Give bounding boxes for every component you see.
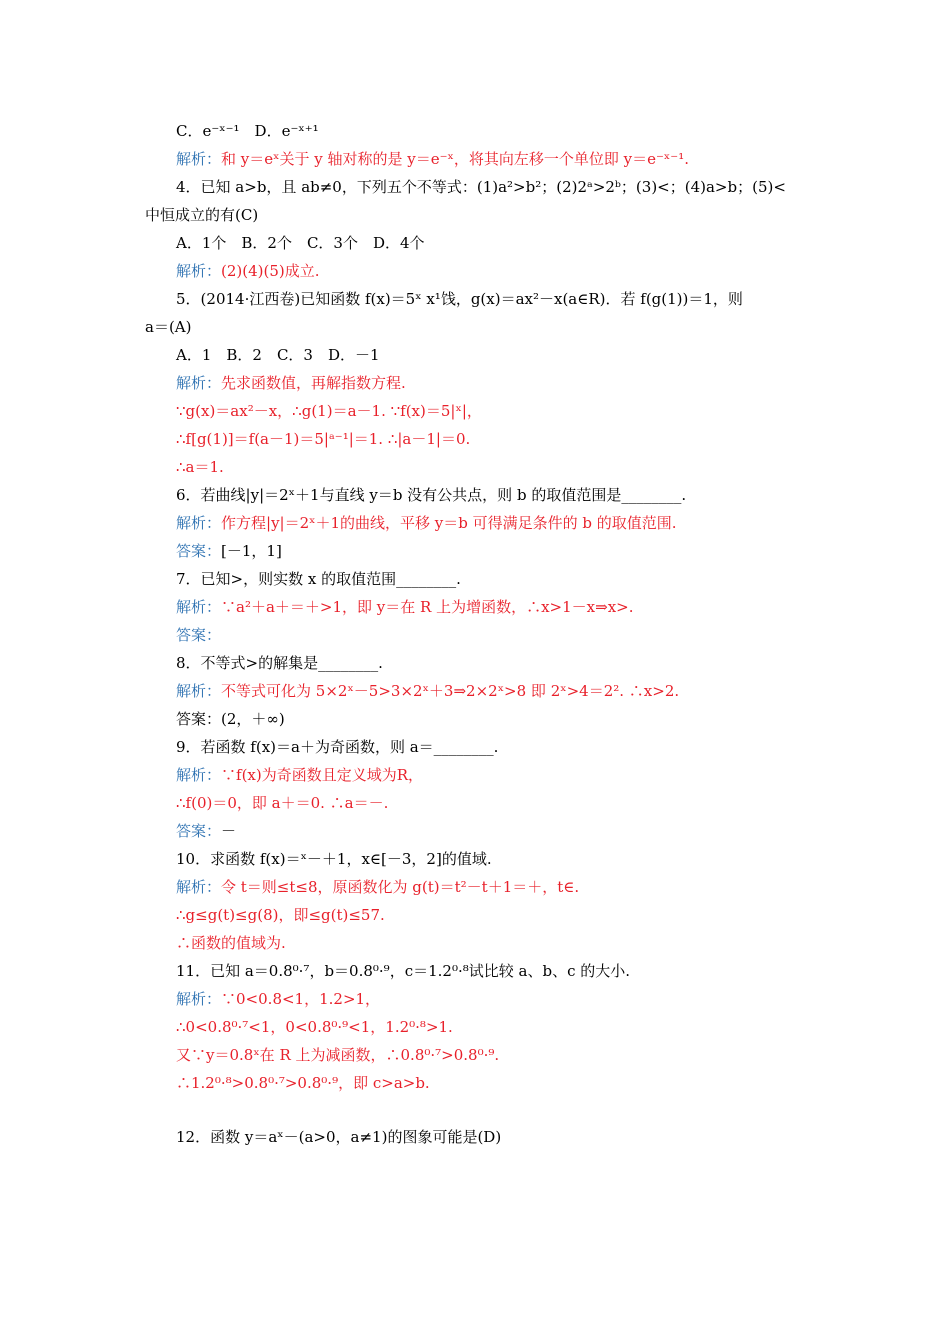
analysis-10: 解析：令 t＝则≤t≤8，原函数化为 g(t)＝t²－t＋1＝＋，t∈. xyxy=(176,878,580,896)
option-line-c-d: C．e⁻ˣ⁻¹ D．e⁻ˣ⁺¹ xyxy=(176,122,319,140)
question-9: 9．若函数 f(x)＝a＋为奇函数，则 a＝________. xyxy=(176,738,499,756)
analysis-4: 解析：(2)(4)(5)成立. xyxy=(176,262,320,280)
answer-6: 答案：[－1，1] xyxy=(176,542,282,560)
analysis-5-step2: ∴f[g(1)]＝f(a－1)＝5|ᵃ⁻¹|＝1. ∴|a－1|＝0. xyxy=(176,430,471,448)
question-4: 4．已知 a>b，且 ab≠0，下列五个不等式：(1)a²>b²；(2)2ᵃ>2ᵇ；(3)<；(4)a>b；(5)< xyxy=(176,178,786,196)
analysis-7: 解析：∵a²＋a＋＝＋>1，即 y＝在 R 上为增函数，∴x>1－x⇒x>. xyxy=(176,598,634,616)
question-7: 7．已知>，则实数 x 的取值范围________. xyxy=(176,570,461,588)
analysis-5-step1: ∵g(x)＝ax²－x，∴g(1)＝a－1. ∵f(x)＝5|ˣ|， xyxy=(176,402,482,420)
analysis-5: 解析：先求函数值，再解指数方程. xyxy=(176,374,406,392)
analysis-10-step2: ∴函数的值域为. xyxy=(176,934,286,952)
answer-8: 答案：(2，＋∞) xyxy=(176,710,285,728)
analysis-8: 解析：不等式可化为 5×2ˣ－5>3×2ˣ＋3⇒2×2ˣ>8 即 2ˣ>4＝2². ∴x>2. xyxy=(176,682,680,700)
question-5-cont: a＝(A) xyxy=(145,318,192,336)
question-4-cont: 中恒成立的有(C) xyxy=(145,206,259,224)
analysis-11-step3: ∴1.2⁰·⁸>0.8⁰·⁷>0.8⁰·⁹，即 c>a>b. xyxy=(176,1074,430,1092)
answer-7: 答案： xyxy=(176,626,222,644)
question-10: 10．求函数 f(x)＝ˣ－＋1，x∈[－3，2]的值域. xyxy=(176,850,492,868)
analysis-9-step: ∴f(0)＝0，即 a＋＝0. ∴a＝－. xyxy=(176,794,389,812)
question-11: 11．已知 a＝0.8⁰·⁷，b＝0.8⁰·⁹，c＝1.2⁰·⁸试比较 a、b、c 的大小. xyxy=(176,962,631,980)
answer-9: 答案：－ xyxy=(176,822,237,840)
question-6: 6．若曲线|y|＝2ˣ＋1与直线 y＝b 没有公共点，则 b 的取值范围是________. xyxy=(176,486,687,504)
analysis-10-step1: ∴g≤g(t)≤g(8)，即≤g(t)≤57. xyxy=(176,906,385,924)
analysis-11-step1: ∴0<0.8⁰·⁷<1，0<0.8⁰·⁹<1，1.2⁰·⁸>1. xyxy=(176,1018,453,1036)
options-5: A．1 B．2 C．3 D．－1 xyxy=(176,346,380,364)
analysis-9: 解析：∵f(x)为奇函数且定义域为R， xyxy=(176,766,424,784)
analysis-11: 解析：∵0<0.8<1，1.2>1， xyxy=(176,990,381,1008)
analysis-11-step2: 又∵y＝0.8ˣ在 R 上为减函数，∴0.8⁰·⁷>0.8⁰·⁹. xyxy=(176,1046,500,1064)
options-4: A．1个 B．2个 C．3个 D．4个 xyxy=(176,234,425,252)
question-5: 5．(2014·江西卷)已知函数 f(x)＝5ˣ x¹饯，g(x)＝ax²－x(a∈R)．若 f(g(1))＝1，则 xyxy=(176,290,743,308)
question-12: 12．函数 y＝aˣ－(a>0，a≠1)的图象可能是(D) xyxy=(176,1128,502,1146)
analysis-5-step3: ∴a＝1. xyxy=(176,458,224,476)
question-8: 8．不等式>的解集是________. xyxy=(176,654,383,672)
analysis-6: 解析：作方程|y|＝2ˣ＋1的曲线，平移 y＝b 可得满足条件的 b 的取值范围. xyxy=(176,514,677,532)
analysis-line: 解析：和 y＝eˣ关于 y 轴对称的是 y＝e⁻ˣ，将其向左移一个单位即 y＝e⁻ˣ⁻¹. xyxy=(176,150,689,168)
